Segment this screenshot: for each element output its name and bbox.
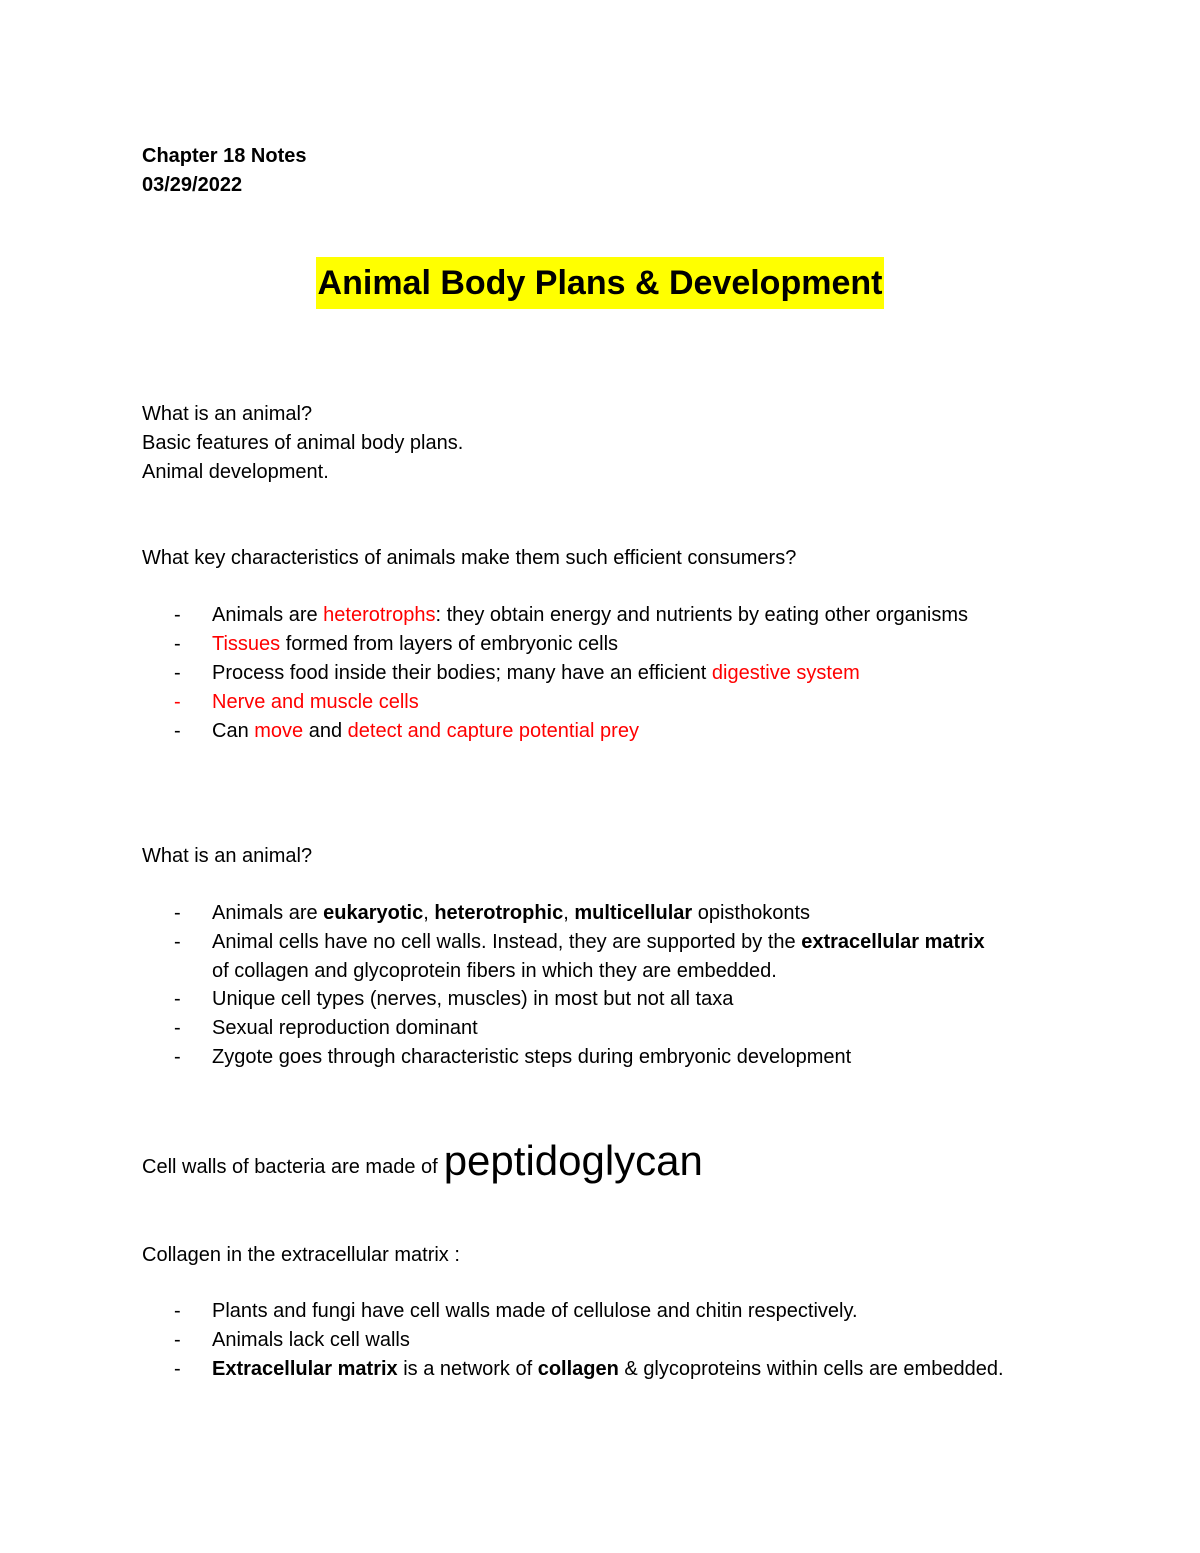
peptidoglycan-line xyxy=(142,1138,703,1190)
bullet-text xyxy=(212,688,419,716)
bullet-dash: - xyxy=(174,931,181,953)
text-run: , xyxy=(423,902,435,924)
bullet-text xyxy=(212,717,639,745)
red-term: detect and capture potential prey xyxy=(347,720,639,742)
text-run: : they obtain energy and nutrients by eating other organisms xyxy=(435,604,969,626)
bold-term: Extracellular matrix xyxy=(212,1358,398,1380)
text-run: formed from layers of embryonic cells xyxy=(280,633,619,655)
text-run: and xyxy=(303,720,348,742)
bullet-text: Zygote goes through characteristic steps during embryonic development xyxy=(212,1046,852,1068)
text-run: Animal cells have no cell walls. Instead, they are supported by the xyxy=(212,931,802,953)
red-term: digestive system xyxy=(711,662,860,684)
section-question: What key characteristics of animals make them such efficient consumers? xyxy=(142,547,797,569)
bullet-dash: - xyxy=(174,1329,181,1351)
bullet-text: Sexual reproduction dominant xyxy=(212,1017,478,1039)
title-container xyxy=(0,257,1200,309)
text-run: Cell walls of bacteria are made of xyxy=(142,1156,438,1178)
text-run: & glycoproteins within cells are embedded. xyxy=(618,1358,1004,1380)
bold-term: heterotrophic xyxy=(434,902,564,924)
large-term: peptidoglycan xyxy=(443,1137,703,1184)
text-run: is a network of xyxy=(397,1358,538,1380)
bullet-dash: - xyxy=(174,902,181,924)
bullet-text xyxy=(212,1355,1004,1383)
text-run: Animals are xyxy=(212,604,324,626)
bullet-dash: - xyxy=(174,988,181,1010)
bullet-dash: - xyxy=(174,633,181,655)
bullet-text xyxy=(212,899,810,927)
bullet-dash: - xyxy=(174,1358,181,1380)
outline-item: Basic features of animal body plans. xyxy=(142,432,464,454)
bullet-text: Plants and fungi have cell walls made of cellulose and chitin respectively. xyxy=(212,1300,858,1322)
red-term: Tissues xyxy=(212,633,281,655)
page-title: Animal Body Plans & Development xyxy=(316,257,885,309)
bold-term: collagen xyxy=(537,1358,619,1380)
bullet-text xyxy=(212,630,618,658)
red-term: Nerve and muscle cells xyxy=(212,691,419,713)
bullet-dash: - xyxy=(174,1017,181,1039)
bullet-text: Unique cell types (nerves, muscles) in most but not all taxa xyxy=(212,988,734,1010)
text-run: Can xyxy=(212,720,255,742)
bullet-dash: - xyxy=(174,1300,181,1322)
bullet-text xyxy=(212,928,985,956)
red-term: heterotrophs xyxy=(323,604,436,626)
bullet-dash: - xyxy=(174,662,181,684)
outline-item: What is an animal? xyxy=(142,403,313,425)
date-heading: 03/29/2022 xyxy=(142,174,243,196)
text-run: Process food inside their bodies; many have an efficient xyxy=(212,662,712,684)
bold-term: multicellular xyxy=(574,902,693,924)
text-run: Animals are xyxy=(212,902,324,924)
outline-item: Animal development. xyxy=(142,461,329,483)
section-heading: What is an animal? xyxy=(142,845,313,867)
text-run: , xyxy=(563,902,575,924)
bullet-dash: - xyxy=(174,1046,181,1068)
bullet-text xyxy=(212,601,968,629)
bullet-dash: - xyxy=(174,720,181,742)
bullet-text xyxy=(212,659,860,687)
bullet-dash: - xyxy=(174,691,181,713)
bold-term: eukaryotic xyxy=(323,902,424,924)
bullet-continuation: of collagen and glycoprotein fibers in which they are embedded. xyxy=(212,960,777,982)
bullet-text: Animals lack cell walls xyxy=(212,1329,410,1351)
bold-term: extracellular matrix xyxy=(801,931,985,953)
section-heading: Collagen in the extracellular matrix : xyxy=(142,1244,460,1266)
text-run: opisthokonts xyxy=(692,902,811,924)
chapter-heading: Chapter 18 Notes xyxy=(142,145,307,167)
red-term: move xyxy=(254,720,304,742)
bullet-dash: - xyxy=(174,604,181,626)
